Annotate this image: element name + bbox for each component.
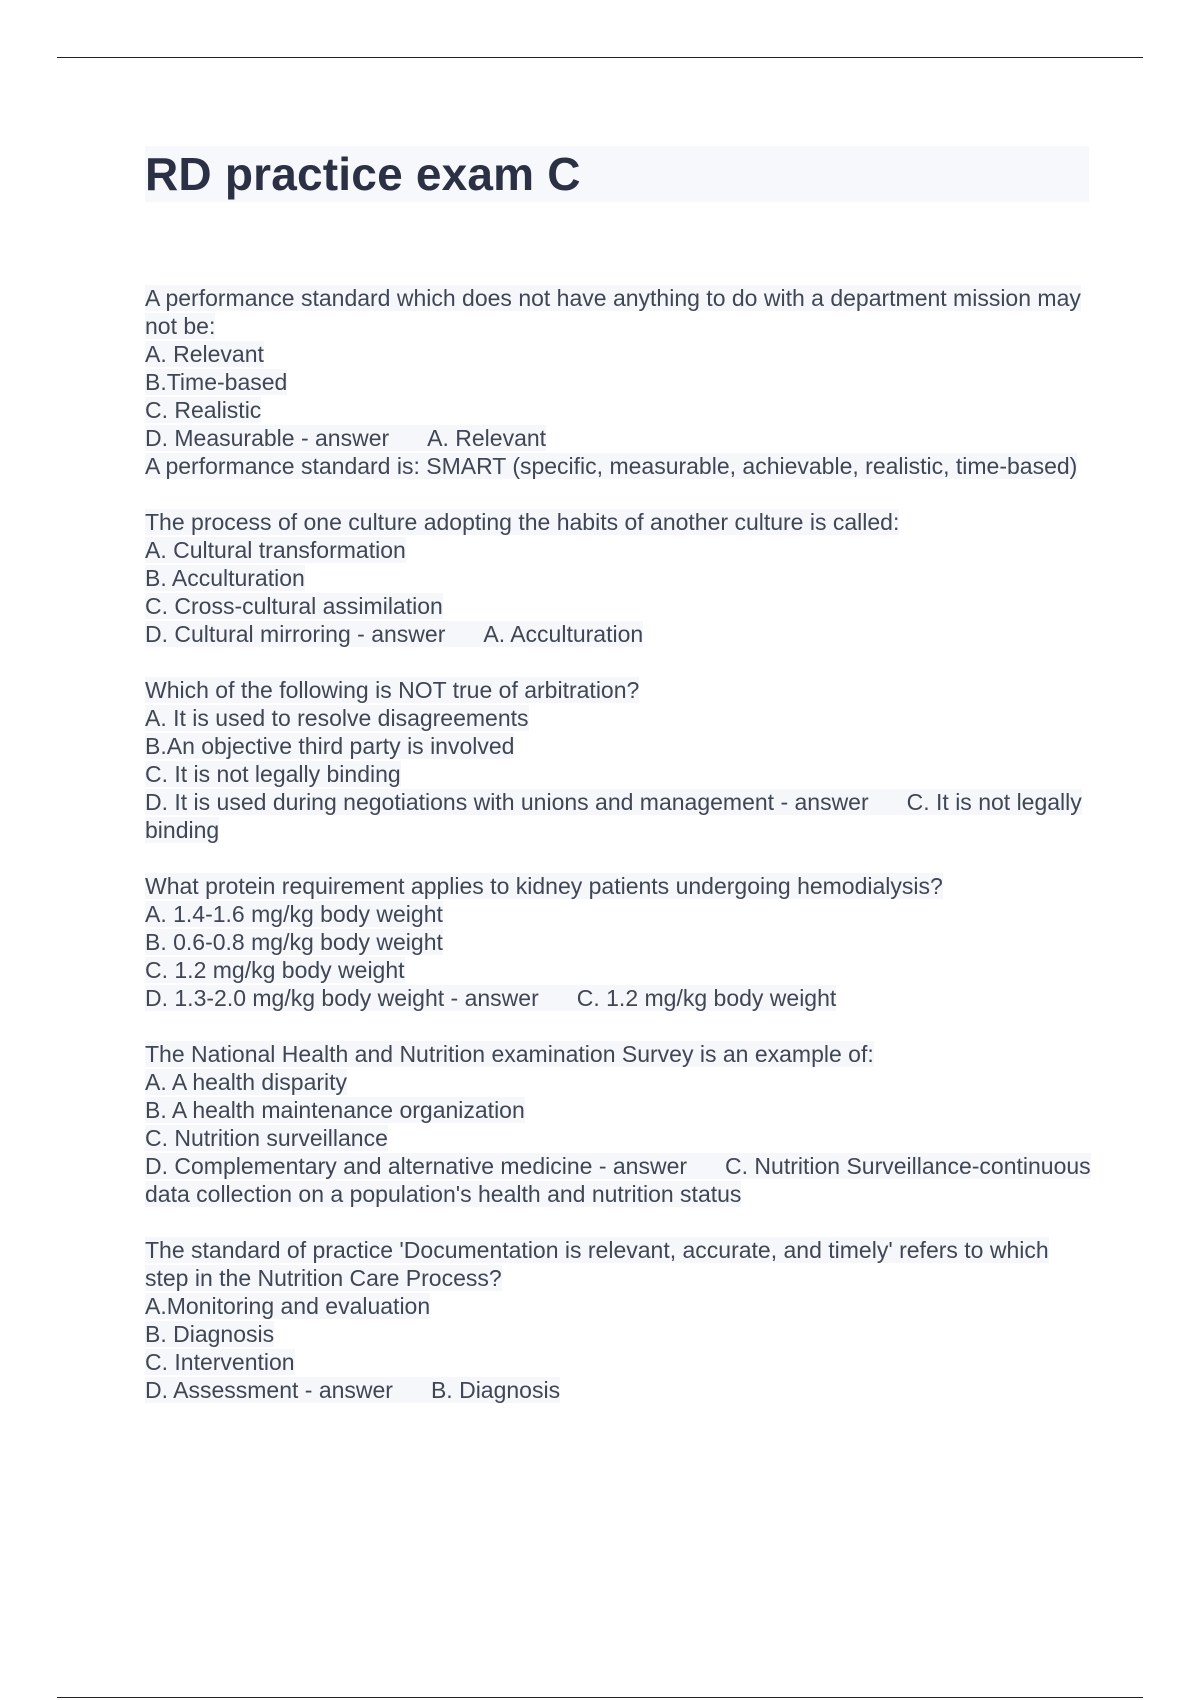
option-b: B. Acculturation (145, 565, 305, 591)
option-d-with-answer (145, 1152, 1095, 1208)
option-b: B. A health maintenance organization (145, 1097, 525, 1123)
answer: C. Nutrition Surveillance-continuous data collection on a population's health and nutrition status (145, 1153, 1091, 1207)
option-d: D. Assessment - answer (145, 1377, 393, 1403)
answer: A. Relevant (427, 425, 547, 451)
question-2 (145, 508, 1095, 648)
answer: A. Acculturation (483, 621, 644, 647)
answer: C. 1.2 mg/kg body weight (576, 985, 837, 1011)
option-b: B. 0.6-0.8 mg/kg body weight (145, 929, 443, 955)
page-title: RD practice exam C (145, 146, 1089, 202)
bottom-rule (57, 1697, 1143, 1698)
question-stem: Which of the following is NOT true of arbitration? (145, 677, 640, 703)
option-a: A.Monitoring and evaluation (145, 1293, 431, 1319)
option-c: C. Nutrition surveillance (145, 1125, 388, 1151)
option-a: A. Cultural transformation (145, 537, 406, 563)
option-d: D. Cultural mirroring - answer (145, 621, 446, 647)
question-5 (145, 1040, 1095, 1208)
question-stem: What protein requirement applies to kidney patients undergoing hemodialysis? (145, 873, 943, 899)
option-d: D. It is used during negotiations with unions and management - answer (145, 789, 869, 815)
option-d-with-answer (145, 788, 1095, 844)
option-b: B.An objective third party is involved (145, 733, 515, 759)
option-d: D. Complementary and alternative medicine - answer (145, 1153, 688, 1179)
question-1 (145, 284, 1095, 480)
option-d: D. Measurable - answer (145, 425, 390, 451)
option-a: A. A health disparity (145, 1069, 348, 1095)
question-stem: The National Health and Nutrition examination Survey is an example of: (145, 1041, 874, 1067)
option-a: A. Relevant (145, 341, 264, 367)
explanation: A performance standard is: SMART (specific, measurable, achievable, realistic, time-based) (145, 453, 1078, 479)
option-b: B.Time-based (145, 369, 288, 395)
option-c: C. Realistic (145, 397, 262, 423)
option-c: C. Cross-cultural assimilation (145, 593, 443, 619)
answer: B. Diagnosis (430, 1377, 561, 1403)
question-stem: The process of one culture adopting the habits of another culture is called: (145, 509, 900, 535)
question-4 (145, 872, 1095, 1012)
option-d-with-answer (145, 984, 1095, 1012)
option-d-with-answer (145, 1376, 1095, 1404)
option-b: B. Diagnosis (145, 1321, 275, 1347)
answer: C. It is not legally binding (145, 789, 1082, 843)
option-a: A. It is used to resolve disagreements (145, 705, 529, 731)
question-6 (145, 1236, 1095, 1404)
question-list (145, 284, 1095, 1432)
question-stem: A performance standard which does not have anything to do with a department mission may not be: (145, 285, 1081, 339)
question-3 (145, 676, 1095, 844)
option-a: A. 1.4-1.6 mg/kg body weight (145, 901, 443, 927)
option-c: C. Intervention (145, 1349, 295, 1375)
top-rule (57, 57, 1143, 58)
option-d: D. 1.3-2.0 mg/kg body weight - answer (145, 985, 539, 1011)
option-c: C. It is not legally binding (145, 761, 401, 787)
question-stem: The standard of practice 'Documentation is relevant, accurate, and timely' refers to which step in the Nutrition Care Process? (145, 1237, 1049, 1291)
option-c: C. 1.2 mg/kg body weight (145, 957, 405, 983)
option-d-with-answer (145, 620, 1095, 648)
option-d-with-answer (145, 424, 1095, 452)
